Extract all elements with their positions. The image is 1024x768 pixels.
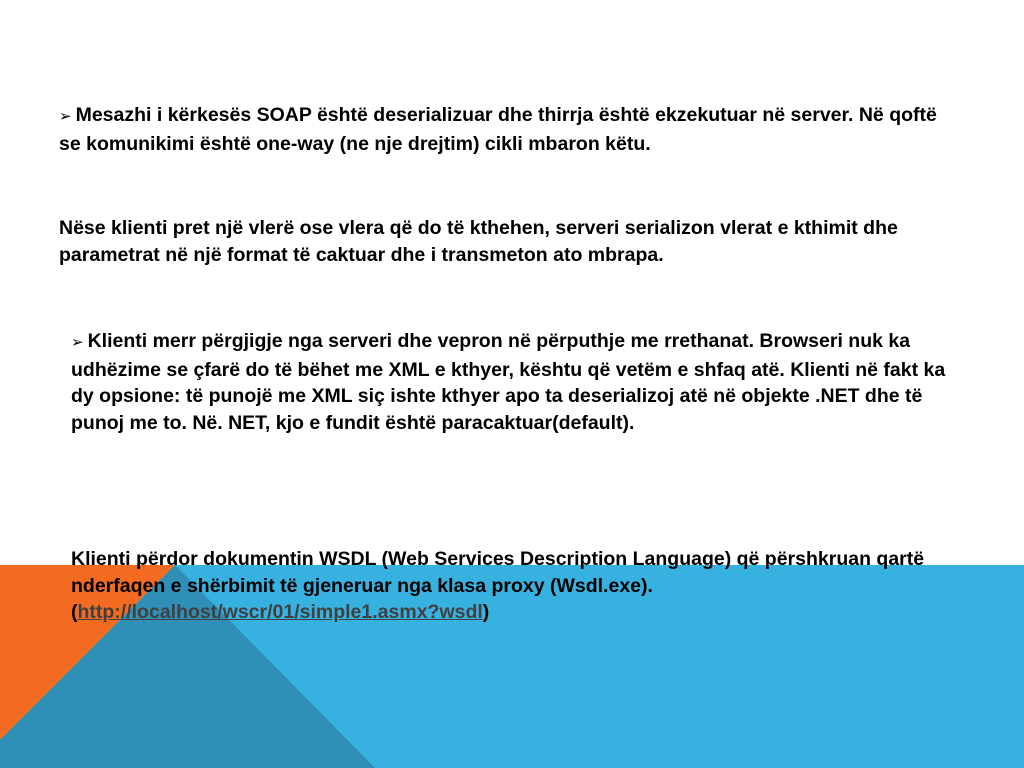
paragraph-text: Nëse klienti pret një vlerë ose vlera që do të kthehen, serveri serializon vlerat e kthimit dhe parametrat në një format të caktuar dhe i transmeton ato mbrapa. bbox=[59, 217, 898, 266]
paragraph-text: Klienti përdor dokumentin WSDL (Web Services Description Language) që përshkruan qartë nderfaqen e shërbimit të gjeneruar nga klasa proxy (Wsdl.exe). bbox=[71, 548, 925, 597]
open-paren: ( bbox=[71, 601, 78, 623]
wsdl-link[interactable]: http://localhost/wscr/01/simple1.asmx?wsdl bbox=[77, 601, 483, 623]
paragraph-text: Mesazhi i kërkesës SOAP është deserializuar dhe thirrja është ekzekutuar në server. Në qoftë se komunikimi është one-way (ne nje drejtim) cikli mbaron këtu. bbox=[59, 104, 937, 155]
paragraph-client-waits bbox=[59, 215, 959, 268]
close-paren: ) bbox=[482, 601, 490, 623]
paragraph-soap-request bbox=[59, 102, 959, 157]
paragraph-client-response bbox=[71, 328, 951, 436]
paragraph-wsdl bbox=[71, 546, 951, 626]
paragraph-text: Klienti merr përgjigje nga serveri dhe vepron në përputhje me rrethanat. Browseri nuk ka udhëzime se çfarë do të bëhet me XML e kthyer, kështu që vetëm e shfaq atë. Klienti në fakt ka dy opsione: të punojë me XML siç ishte kthyer apo ta deserializoj atë në objekte .NET dhe të punoj me to. Në. NET, kjo e fundit është paracaktuar(default). bbox=[71, 330, 946, 434]
arrow-bullet-icon: ➢ bbox=[59, 108, 72, 125]
arrow-bullet-icon: ➢ bbox=[71, 334, 84, 351]
